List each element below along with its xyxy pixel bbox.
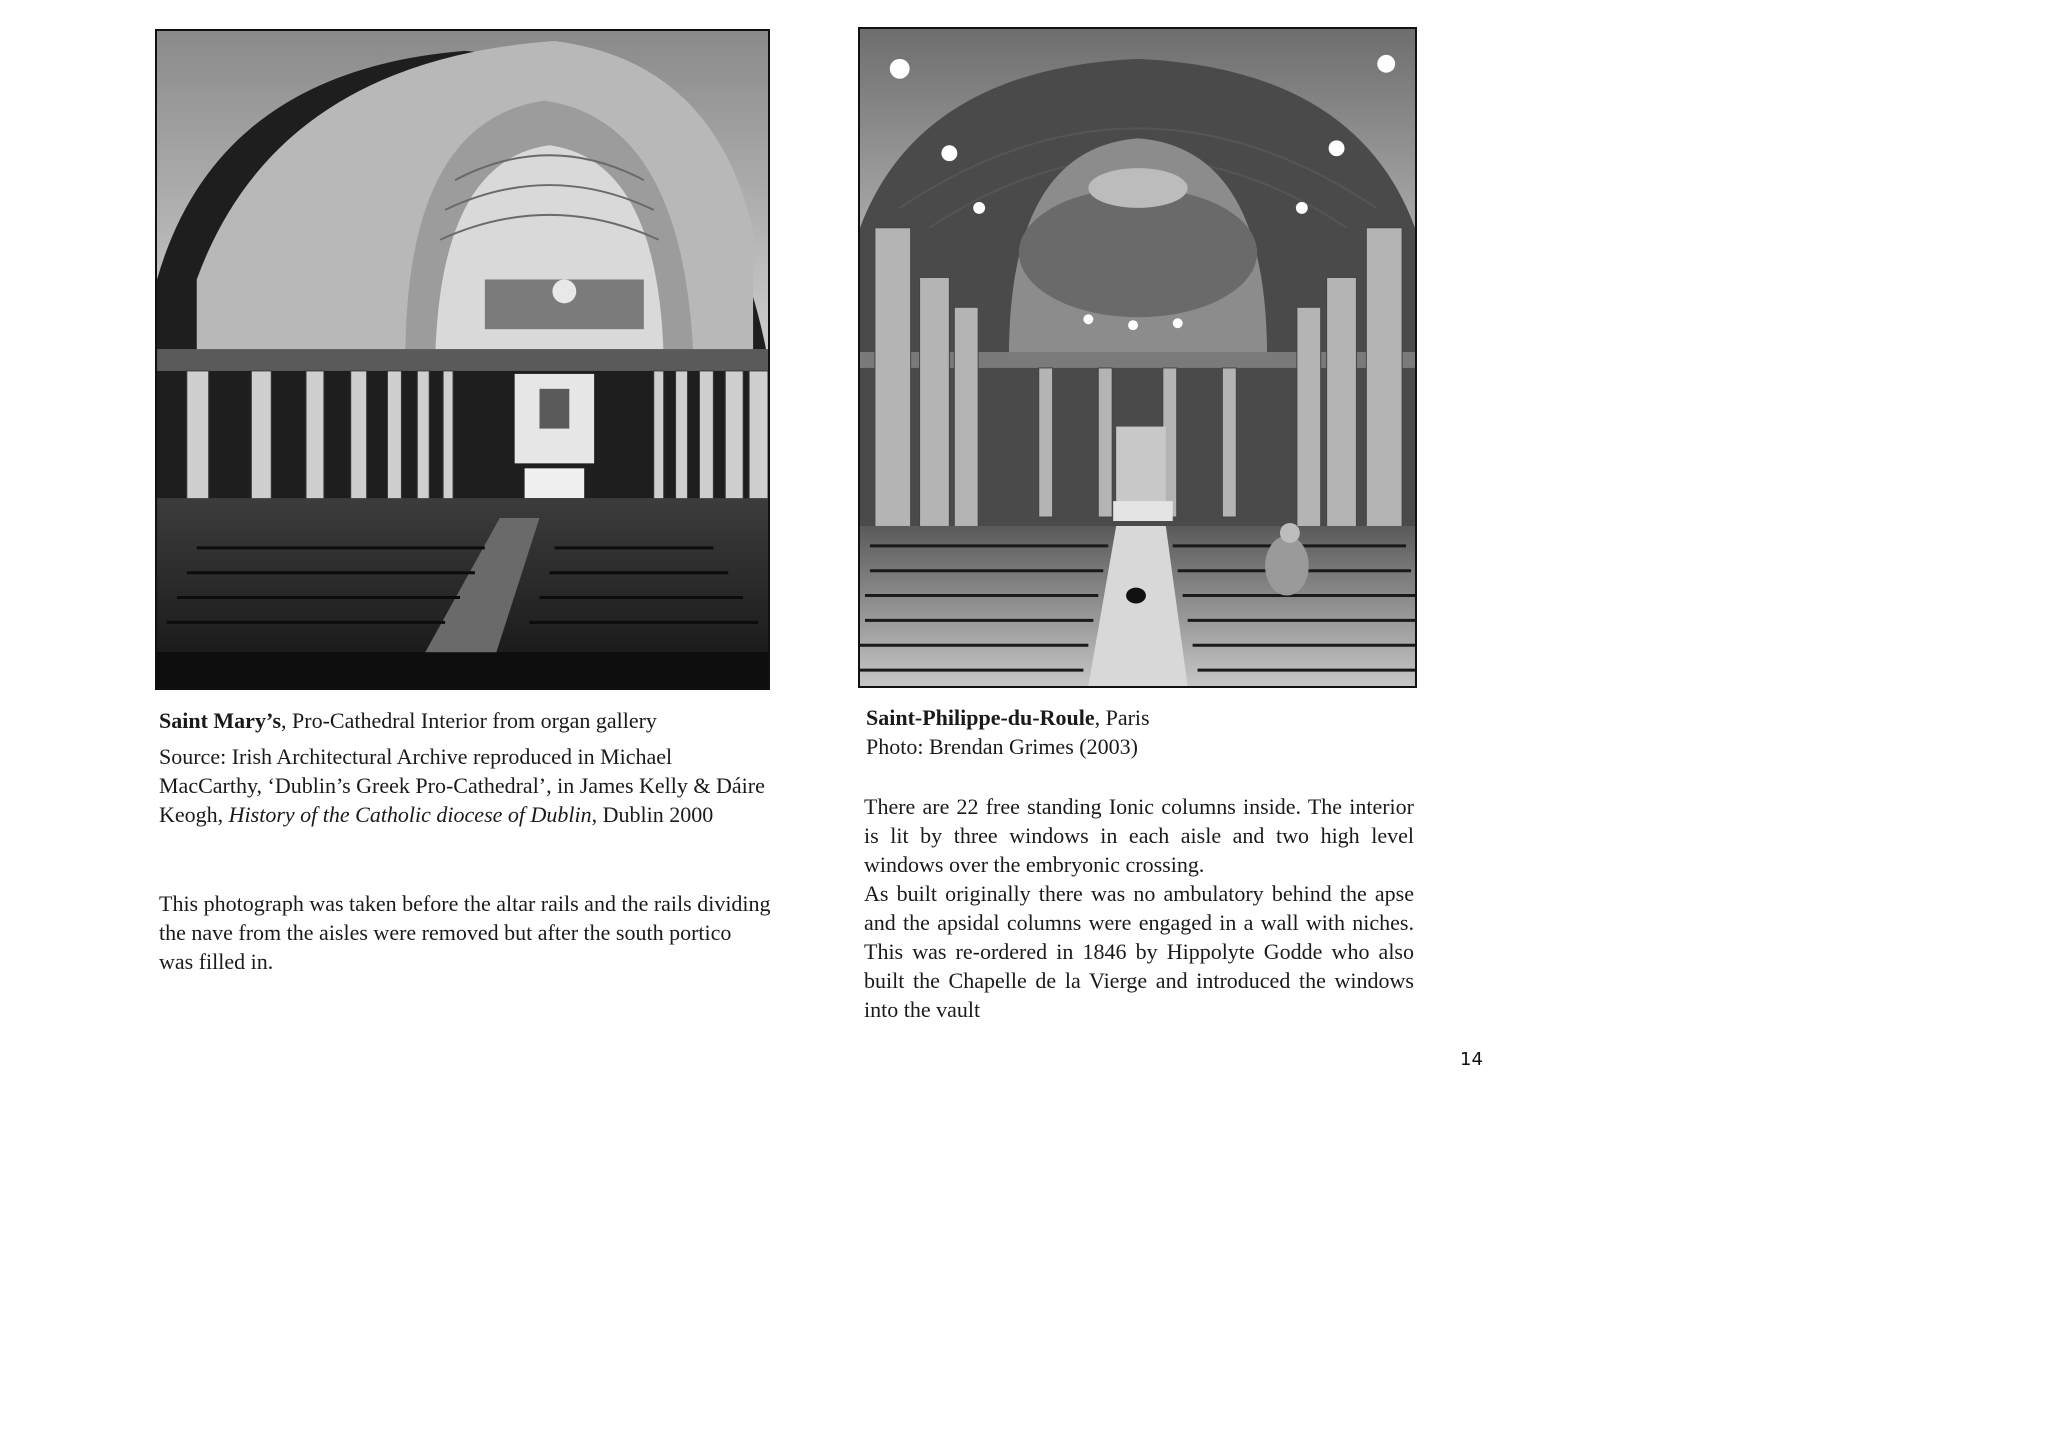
left-caption-title: Saint Mary’s [159, 708, 282, 733]
photo-credit: Photo: Brendan Grimes (2003) [866, 734, 1138, 759]
right-photo-caption [866, 703, 1426, 761]
right-caption-title: Saint-Philippe-du-Roule [866, 705, 1095, 730]
left-photo-note: This photograph was taken before the altar rails and the rails dividing the nave from the aisles were removed but after the south portico was filled in. [159, 891, 771, 974]
photo-saint-marys-interior [155, 29, 770, 690]
right-description [864, 792, 1414, 1024]
church-interior-image [860, 29, 1415, 686]
source-book-title: History of the Catholic diocese of Dublin [228, 802, 592, 827]
description-paragraph-1: There are 22 free standing Ionic columns inside. The interior is lit by three windows in each aisle and two high level windows over the embryonic crossing. [864, 794, 1414, 877]
right-caption-location: , Paris [1094, 705, 1150, 730]
left-photo-source [159, 742, 771, 829]
left-caption-subtitle: , Pro-Cathedral Interior from organ gallery [281, 708, 657, 733]
source-prefix: Source: Irish Architectural Archive reproduced in Michael MacCarthy, ‘Dublin’s Greek Pro-Cathedral’, in James Kelly & Dáire Keogh, [159, 744, 765, 827]
left-photo-caption [159, 706, 771, 735]
cathedral-interior-image [157, 31, 768, 688]
photo-saint-philippe-du-roule-interior [858, 27, 1417, 688]
page-number: 14 [1460, 1049, 1483, 1070]
description-paragraph-2: As built originally there was no ambulatory behind the apse and the apsidal columns were engaged in a wall with niches. This was re-ordered in 1846 by Hippolyte Godde who also built the Chapelle de la Vierge and introduced the windows into the vault [864, 881, 1414, 1022]
source-suffix: , Dublin 2000 [591, 802, 714, 827]
